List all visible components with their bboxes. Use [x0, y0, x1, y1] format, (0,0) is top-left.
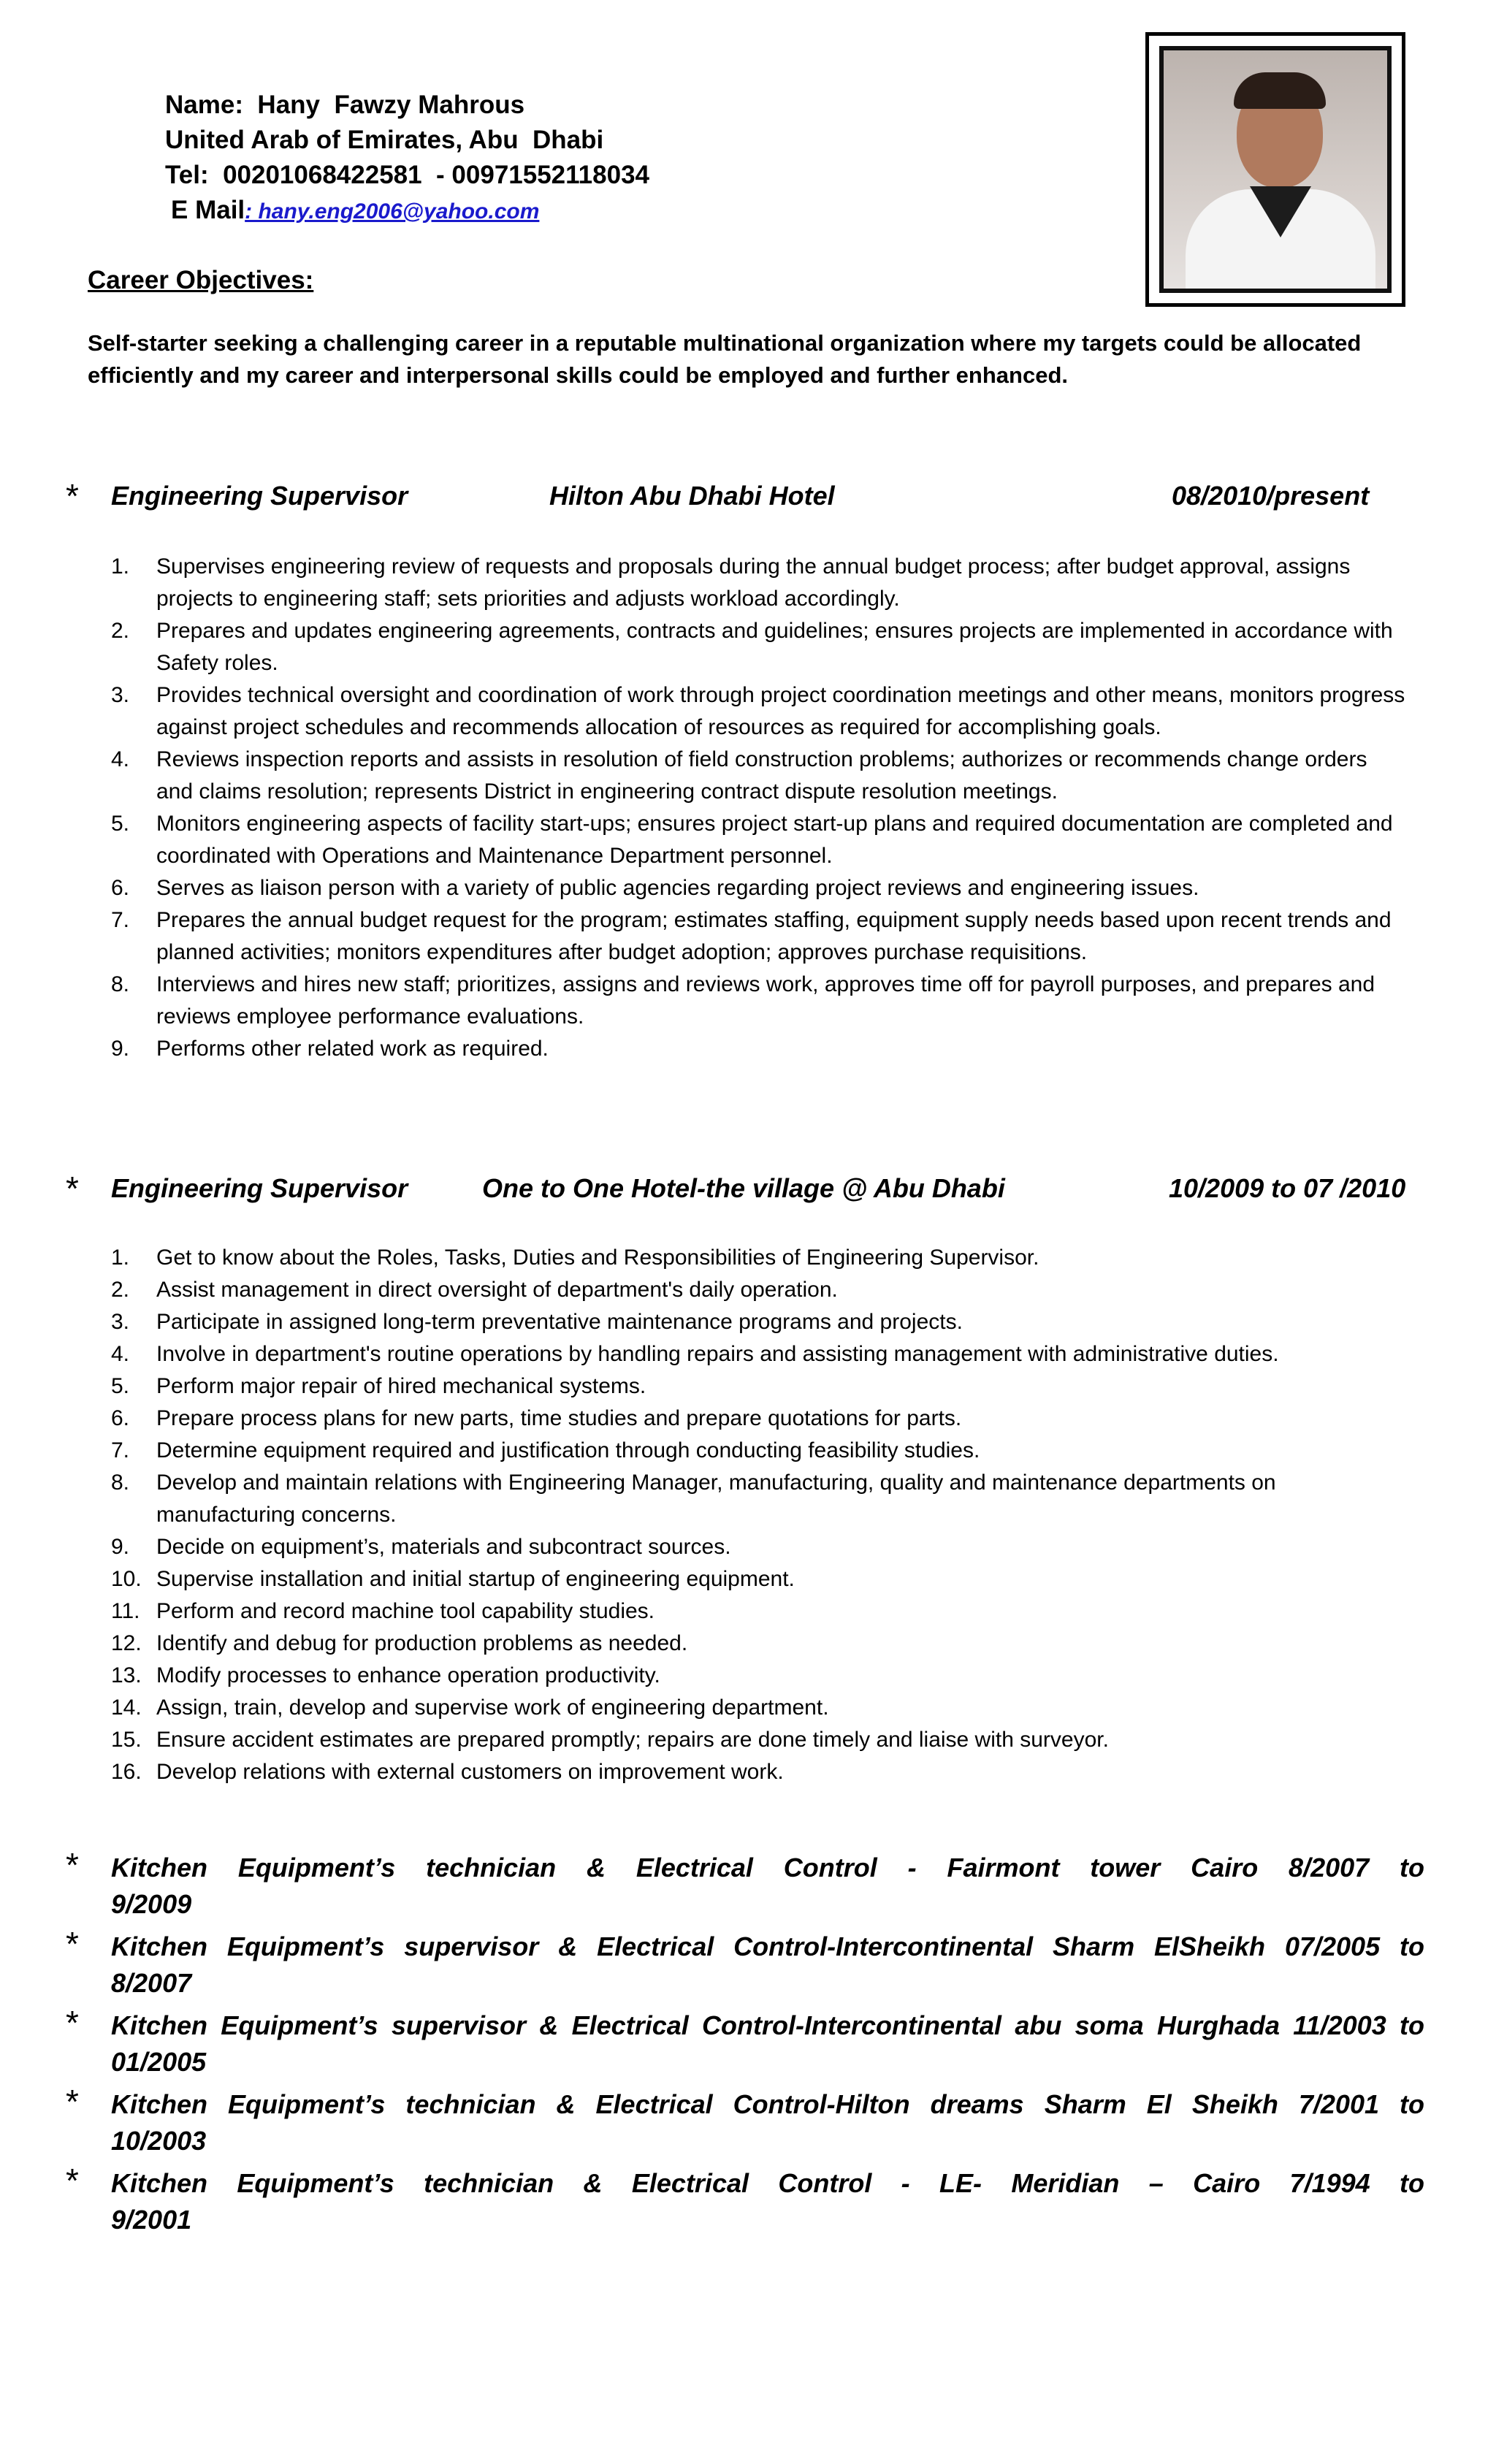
job-title: Engineering Supervisor [111, 481, 408, 511]
list-item: 10. Supervise installation and initial startup of engineering equipment. [111, 1567, 795, 1591]
email-label: E Mail [171, 196, 245, 224]
previous-position: * Kitchen Equipment’s technician & Electrical Control-Hilton dreams Sharm El Sheikh 7/2001 to 10/2003 [66, 2083, 1424, 2156]
job-dates: 08/2010/present [1172, 481, 1370, 511]
list-item: 2. Prepares and updates engineering agreements, contracts and guidelines; ensures projects are implemented in accordance with Safety roles. [111, 619, 1393, 675]
location-line: United Arab of Emirates, Abu Dhabi [165, 126, 604, 154]
job1-duties-list [111, 551, 1405, 1065]
photo-image [1159, 46, 1392, 293]
job-company: One to One Hotel-the village @ Abu Dhabi [482, 1173, 1005, 1203]
bullet-star: * [66, 477, 79, 515]
profile-photo [1145, 32, 1405, 307]
email-line [165, 193, 649, 229]
previous-position: * Kitchen Equipment’s supervisor & Electrical Control-Intercontinental Sharm ElSheikh 07/2005 to 8/2007 [66, 1925, 1424, 1998]
contact-header [165, 88, 649, 229]
list-item: 9. Decide on equipment’s, materials and subcontract sources. [111, 1535, 731, 1559]
list-item: 5. Monitors engineering aspects of facility start-ups; ensures project start-up plans and required documentation are completed and coordinated with Operations and Maintenance Department personnel. [111, 812, 1393, 868]
list-item: 15. Ensure accident estimates are prepared promptly; repairs are done timely and liaise with surveyor. [111, 1728, 1109, 1752]
bullet-star: * [66, 2083, 79, 2121]
list-item: 7. Prepares the annual budget request for the program; estimates staffing, equipment supply needs based upon recent trends and planned activities; monitors expenditures after budget adoption; approves purchase requisitions. [111, 908, 1392, 964]
bullet-star: * [66, 2162, 79, 2200]
email-link[interactable]: : hany.eng2006@yahoo.com [245, 199, 540, 224]
list-item: 11. Perform and record machine tool capability studies. [111, 1599, 655, 1623]
previous-position: * Kitchen Equipment’s technician & Electrical Control - Fairmont tower Cairo 8/2007 to 9/2009 [66, 1846, 1424, 1919]
list-item: 9. Performs other related work as required. [111, 1037, 549, 1061]
bullet-star: * [66, 2004, 79, 2042]
list-item: 3. Provides technical oversight and coordination of work through project coordination meetings and other means, monitors progress against project schedules and recommends allocation of resources as required for accomplishing goals. [111, 683, 1405, 739]
list-item: 6. Prepare process plans for new parts, time studies and prepare quotations for parts. [111, 1406, 962, 1430]
job-title: Engineering Supervisor [111, 1173, 408, 1203]
list-item: 12. Identify and debug for production problems as needed. [111, 1631, 688, 1655]
list-item: 1. Supervises engineering review of requests and proposals during the annual budget process; after budget approval, assigns projects to engineering staff; sets priorities and adjusts workload accordingly. [111, 554, 1351, 611]
list-item: 6. Serves as liaison person with a variety of public agencies regarding project reviews and engineering issues. [111, 876, 1199, 900]
job-company: Hilton Abu Dhabi Hotel [549, 481, 835, 511]
list-item: 16. Develop relations with external customers on improvement work. [111, 1760, 784, 1784]
bullet-star: * [66, 1846, 79, 1884]
job-dates: 10/2009 to 07 /2010 [1169, 1173, 1406, 1203]
job2-duties-list [111, 1242, 1411, 1788]
list-item: 13. Modify processes to enhance operation productivity. [111, 1663, 660, 1687]
bullet-star: * [66, 1170, 79, 1208]
phone-line: Tel: 00201068422581 - 00971552118034 [165, 161, 650, 189]
previous-position: * Kitchen Equipment’s supervisor & Electrical Control-Intercontinental abu soma Hurghada 11/2003 to 01/2005 [66, 2004, 1424, 2077]
list-item: 1. Get to know about the Roles, Tasks, Duties and Responsibilities of Engineering Supervisor. [111, 1246, 1039, 1270]
list-item: 2. Assist management in direct oversight of department's daily operation. [111, 1278, 838, 1302]
career-objectives-text: Self-starter seeking a challenging career in a reputable multinational organization where my targets could be allocated efficiently and my career and interpersonal skills could be employed and further enhanced. [88, 330, 1362, 388]
list-item: 4. Reviews inspection reports and assists in resolution of field construction problems; authorizes or recommends change orders and claims resolution; represents District in engineering contract dispute resolution meetings. [111, 747, 1367, 804]
bullet-star: * [66, 1925, 79, 1963]
previous-positions-list [66, 1846, 1424, 2244]
name-line: Name: Hany Fawzy Mahrous [165, 91, 525, 119]
list-item: 8. Develop and maintain relations with Engineering Manager, manufacturing, quality and maintenance departments on manufacturing concerns. [111, 1471, 1276, 1527]
career-objectives-title: Career Objectives: [88, 266, 314, 294]
list-item: 14. Assign, train, develop and supervise work of engineering department. [111, 1696, 829, 1720]
previous-position: * Kitchen Equipment’s technician & Electrical Control - LE- Meridian – Cairo 7/1994 to 9/2001 [66, 2162, 1424, 2235]
list-item: 3. Participate in assigned long-term preventative maintenance programs and projects. [111, 1310, 963, 1334]
list-item: 5. Perform major repair of hired mechanical systems. [111, 1374, 646, 1398]
list-item: 4. Involve in department's routine operations by handling repairs and assisting management with administrative duties. [111, 1342, 1279, 1366]
list-item: 8. Interviews and hires new staff; prioritizes, assigns and reviews work, approves time off for payroll purposes, and prepares and reviews employee performance evaluations. [111, 972, 1375, 1029]
list-item: 7. Determine equipment required and justification through conducting feasibility studies. [111, 1438, 980, 1462]
